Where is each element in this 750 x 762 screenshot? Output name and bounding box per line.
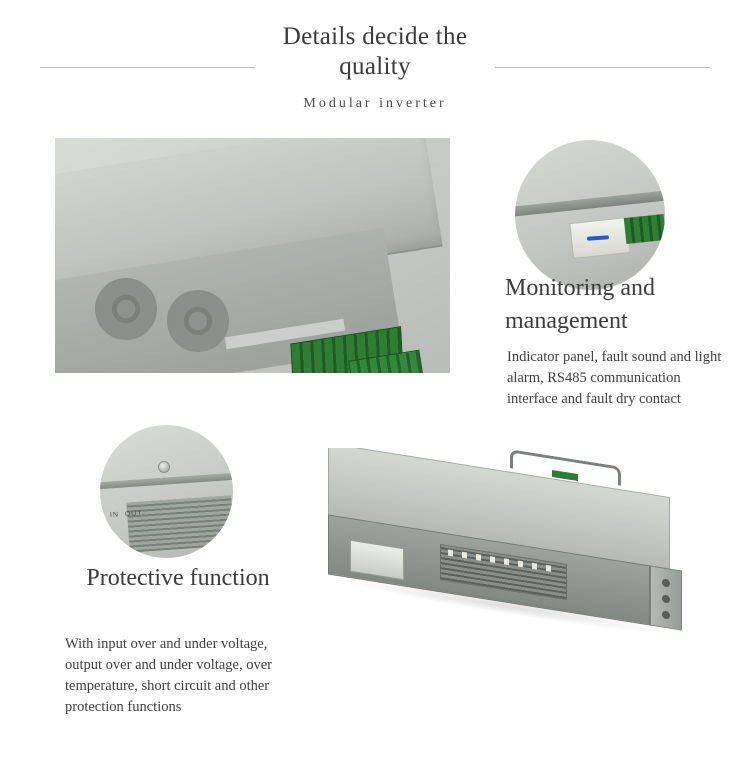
ventilation-grill — [126, 495, 233, 552]
modular-inverter-product-photo — [320, 448, 700, 638]
chassis-edge — [515, 189, 665, 218]
inverter-chassis-photo — [55, 138, 450, 373]
protective-closeup-photo — [100, 425, 233, 558]
protective-feature-heading: Protective function — [86, 565, 270, 591]
protective-feature-body: With input over and under voltage, output over and under voltage, over temperature, short circuit and other protection functions — [65, 636, 272, 715]
header-rule-right — [495, 67, 710, 68]
monitoring-feature-heading: Monitoring and management — [505, 275, 655, 334]
mount-hole — [662, 610, 670, 619]
page-title: Details decide the quality — [282, 23, 468, 80]
header-rule-left — [40, 67, 255, 68]
monitoring-closeup-photo — [515, 140, 665, 290]
page-header — [0, 22, 750, 112]
mount-hole — [662, 594, 670, 603]
monitoring-feature-body: Indicator panel, fault sound and light alarm, RS485 communication interface and fault dry contact — [507, 349, 722, 407]
green-terminal-block — [624, 214, 665, 244]
mount-hole — [662, 578, 670, 587]
chassis-seam — [100, 471, 233, 489]
screw-icon — [158, 461, 170, 473]
page-subtitle: Modular inverter — [303, 96, 447, 111]
port-label-text: IN OUT — [109, 509, 143, 520]
